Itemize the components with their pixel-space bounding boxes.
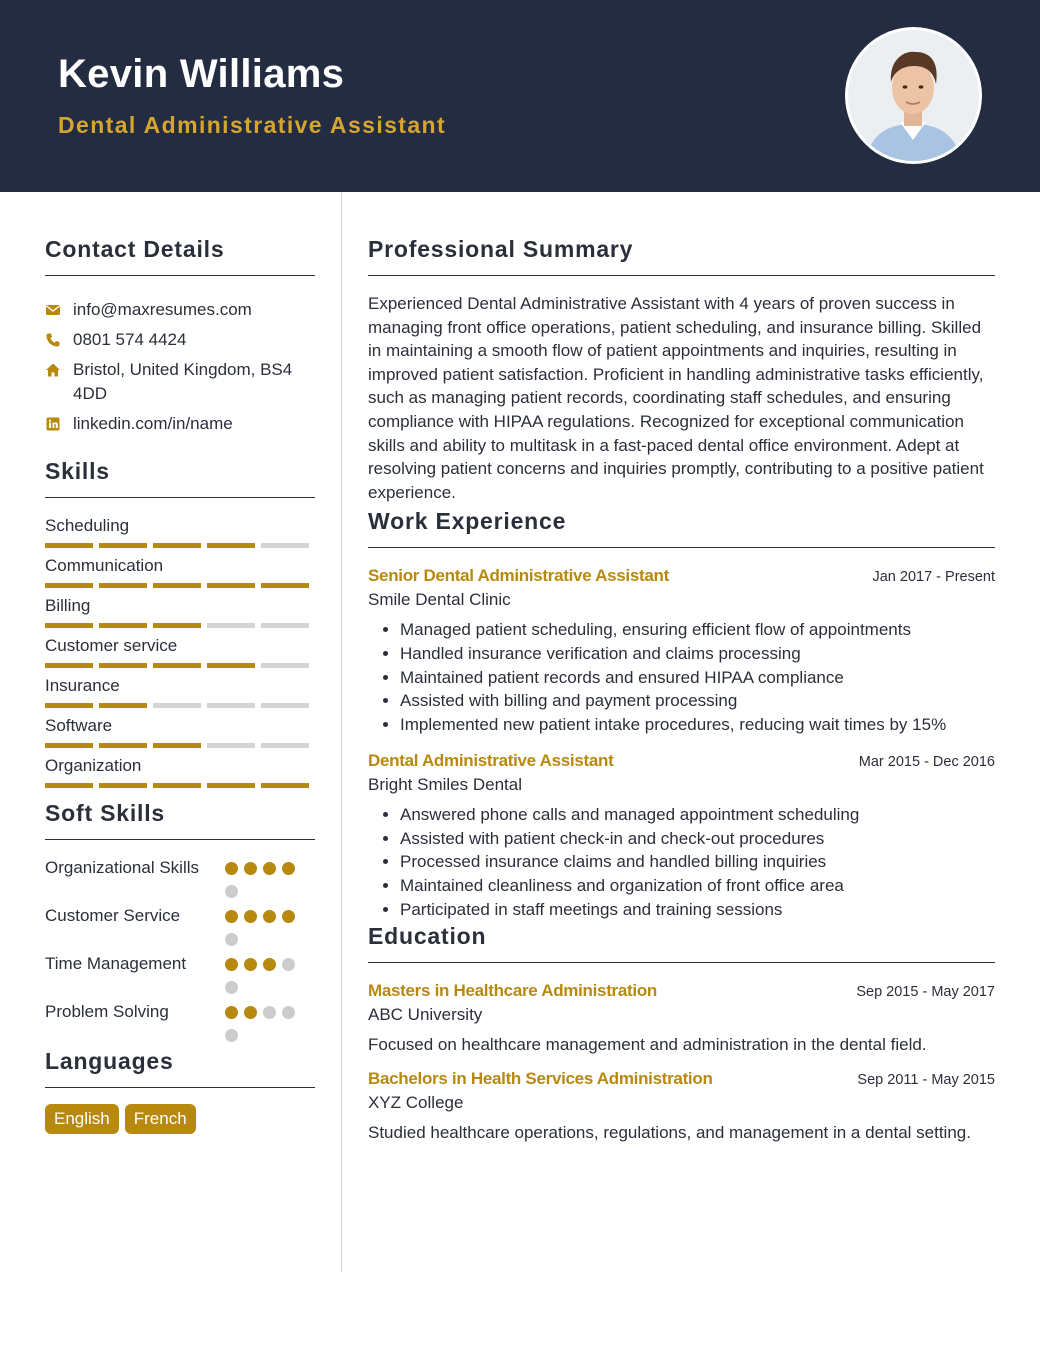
skill-level-bar — [45, 663, 315, 668]
skill-level-bar — [45, 583, 315, 588]
skill-name: Customer service — [45, 636, 178, 655]
degree-title: Masters in Healthcare Administration — [368, 981, 657, 1001]
education-entry — [368, 981, 995, 1057]
job-employer: Bright Smiles Dental — [368, 774, 523, 794]
home-icon — [45, 358, 73, 382]
soft-skill-item — [45, 952, 315, 994]
language-badge: French — [125, 1104, 196, 1134]
job-bullet: • Implemented new patient intake procedures, reducing wait times by 15% — [400, 713, 995, 737]
job-bullet: • Handled insurance verification and claims processing — [400, 642, 995, 666]
degree-title: Bachelors in Health Services Administration — [368, 1069, 713, 1089]
profile-photo — [845, 27, 982, 164]
job-title: Senior Dental Administrative Assistant — [368, 566, 669, 586]
skill-level-segment — [45, 703, 93, 708]
soft-skill-rating — [225, 952, 315, 994]
rating-dot — [225, 981, 238, 994]
languages-section-title: Languages — [45, 1048, 315, 1088]
skill-name: Insurance — [45, 676, 120, 695]
skill-level-segment — [261, 583, 309, 588]
summary-text: Experienced Dental Administrative Assistant with 4 years of proven success in managing front office operations, patient scheduling, and insurance billing. Skilled in maintaining a smooth flow of patient appointments and inquiries, resulting in improved patient satisfaction. Proficient in handling administrative tasks efficiently, such as managing patient records, coordinating staff schedules, and ensuring compliance with HIPAA regulations. Recognized for exceptional communication skills and ability to multitask in a fast-paced dental office environment. Adept at resolving patient concerns and inquiries promptly, contributing to a positive patient experience. — [368, 294, 984, 502]
rating-dot — [282, 862, 295, 875]
skill-name: Billing — [45, 596, 91, 615]
education-institution: XYZ College — [368, 1093, 464, 1113]
email-icon — [45, 298, 73, 322]
skill-level-segment — [207, 623, 255, 628]
education-institution: ABC University — [368, 1005, 483, 1025]
skills-list — [45, 514, 315, 788]
job-entry — [368, 751, 995, 922]
job-bullet: • Maintained patient records and ensured HIPAA compliance — [400, 666, 995, 690]
education-entry — [368, 1069, 995, 1145]
job-bullet: • Maintained cleanliness and organization of front office area — [400, 874, 995, 898]
soft-skill-name: Organizational Skills — [45, 858, 200, 877]
skills-section-title: Skills — [45, 458, 315, 498]
job-bullet: • Participated in staff meetings and training sessions — [400, 898, 995, 922]
work-section-title: Work Experience — [368, 508, 995, 548]
skill-name: Software — [45, 716, 113, 735]
soft-skill-rating — [225, 1000, 315, 1042]
skill-level-bar — [45, 783, 315, 788]
job-bullet: • Assisted with billing and payment processing — [400, 689, 995, 713]
rating-dot — [244, 862, 257, 875]
skill-level-segment — [207, 783, 255, 788]
skill-level-segment — [261, 703, 309, 708]
summary-section-title: Professional Summary — [368, 236, 995, 276]
skill-item — [45, 754, 315, 788]
rating-dot — [225, 933, 238, 946]
skill-level-segment — [153, 543, 201, 548]
soft-skill-name: Time Management — [45, 954, 187, 973]
education-description: Studied healthcare operations, regulations, and management in a dental setting. — [368, 1123, 971, 1143]
portrait-photo-icon — [848, 30, 979, 161]
skill-item — [45, 514, 315, 548]
rating-dot — [225, 885, 238, 898]
contact-phone-text[interactable]: 0801 574 4424 — [73, 330, 187, 349]
skill-level-bar — [45, 743, 315, 748]
soft-skill-item — [45, 856, 315, 898]
skill-item — [45, 674, 315, 708]
resume-header — [0, 0, 1040, 192]
rating-dot — [225, 910, 238, 923]
skill-level-segment — [207, 583, 255, 588]
languages-list — [45, 1104, 315, 1134]
soft-skill-item — [45, 1000, 315, 1042]
rating-dot — [225, 958, 238, 971]
rating-dot — [225, 1029, 238, 1042]
education-description: Focused on healthcare management and administration in the dental field. — [368, 1035, 927, 1055]
skill-level-segment — [261, 623, 309, 628]
job-bullets — [368, 803, 995, 922]
soft-skill-name: Customer Service — [45, 906, 181, 925]
skill-level-segment — [99, 543, 147, 548]
candidate-role: Dental Administrative Assistant — [58, 112, 447, 138]
skill-level-segment — [99, 783, 147, 788]
skill-name: Organization — [45, 756, 142, 775]
skill-level-segment — [261, 663, 309, 668]
skill-level-segment — [99, 703, 147, 708]
skill-level-segment — [45, 583, 93, 588]
contact-linkedin-text[interactable]: linkedin.com/in/name — [73, 414, 233, 433]
contact-phone — [45, 328, 315, 352]
phone-icon — [45, 328, 73, 352]
rating-dot — [263, 862, 276, 875]
rating-dot — [282, 1006, 295, 1019]
contact-address-text: Bristol, United Kingdom, BS4 4DD — [73, 360, 293, 403]
skill-level-segment — [45, 743, 93, 748]
soft-skill-rating — [225, 856, 315, 898]
education-date: Sep 2015 - May 2017 — [856, 984, 995, 1001]
skill-level-segment — [153, 703, 201, 708]
skill-item — [45, 714, 315, 748]
job-bullet: • Answered phone calls and managed appointment scheduling — [400, 803, 995, 827]
soft-skill-rating — [225, 904, 315, 946]
skill-level-segment — [207, 663, 255, 668]
contact-list — [45, 298, 315, 436]
soft-skills-list — [45, 856, 315, 1042]
skill-level-segment — [153, 743, 201, 748]
soft-skill-name: Problem Solving — [45, 1002, 169, 1021]
candidate-name: Kevin Williams — [58, 52, 345, 96]
linkedin-icon — [45, 412, 73, 436]
skill-level-segment — [207, 543, 255, 548]
job-date: Jan 2017 - Present — [872, 569, 995, 586]
skill-level-segment — [207, 703, 255, 708]
rating-dot — [244, 1006, 257, 1019]
language-badge: English — [45, 1104, 119, 1134]
skill-level-segment — [45, 663, 93, 668]
job-bullets — [368, 618, 995, 737]
skill-level-segment — [99, 623, 147, 628]
rating-dot — [282, 910, 295, 923]
contact-address — [45, 358, 315, 406]
skill-level-segment — [153, 583, 201, 588]
skill-level-segment — [99, 663, 147, 668]
left-column — [45, 236, 315, 1134]
skill-level-segment — [153, 783, 201, 788]
education-section-title: Education — [368, 923, 995, 963]
skill-level-segment — [207, 743, 255, 748]
skill-level-segment — [99, 743, 147, 748]
job-title: Dental Administrative Assistant — [368, 750, 614, 770]
skill-level-segment — [45, 543, 93, 548]
rating-dot — [263, 1006, 276, 1019]
skill-level-segment — [45, 783, 93, 788]
right-column — [368, 236, 995, 1145]
skill-level-bar — [45, 703, 315, 708]
contact-section-title: Contact Details — [45, 236, 315, 276]
job-bullet: • Assisted with patient check-in and check-out procedures — [400, 827, 995, 851]
skill-name: Communication — [45, 556, 164, 575]
skill-level-bar — [45, 543, 315, 548]
contact-linkedin — [45, 412, 315, 436]
job-employer: Smile Dental Clinic — [368, 590, 511, 610]
skill-name: Scheduling — [45, 516, 130, 535]
skill-level-segment — [153, 623, 201, 628]
skill-level-segment — [261, 743, 309, 748]
contact-email — [45, 298, 315, 322]
rating-dot — [225, 862, 238, 875]
rating-dot — [282, 958, 295, 971]
contact-email-text[interactable]: info@maxresumes.com — [73, 300, 252, 319]
education-date: Sep 2011 - May 2015 — [857, 1072, 995, 1089]
rating-dot — [244, 958, 257, 971]
skill-level-segment — [45, 623, 93, 628]
column-divider — [341, 192, 342, 1272]
job-bullet: • Processed insurance claims and handled billing inquiries — [400, 850, 995, 874]
skill-level-bar — [45, 623, 315, 628]
skill-level-segment — [153, 663, 201, 668]
job-bullet: • Managed patient scheduling, ensuring efficient flow of appointments — [400, 618, 995, 642]
soft-skill-item — [45, 904, 315, 946]
job-entry — [368, 566, 995, 737]
job-date: Mar 2015 - Dec 2016 — [858, 753, 995, 770]
skill-level-segment — [261, 543, 309, 548]
skill-level-segment — [261, 783, 309, 788]
rating-dot — [263, 958, 276, 971]
rating-dot — [244, 910, 257, 923]
skill-item — [45, 634, 315, 668]
skill-item — [45, 554, 315, 588]
rating-dot — [263, 910, 276, 923]
skill-level-segment — [99, 583, 147, 588]
soft-skills-section-title: Soft Skills — [45, 800, 315, 840]
rating-dot — [225, 1006, 238, 1019]
skill-item — [45, 594, 315, 628]
